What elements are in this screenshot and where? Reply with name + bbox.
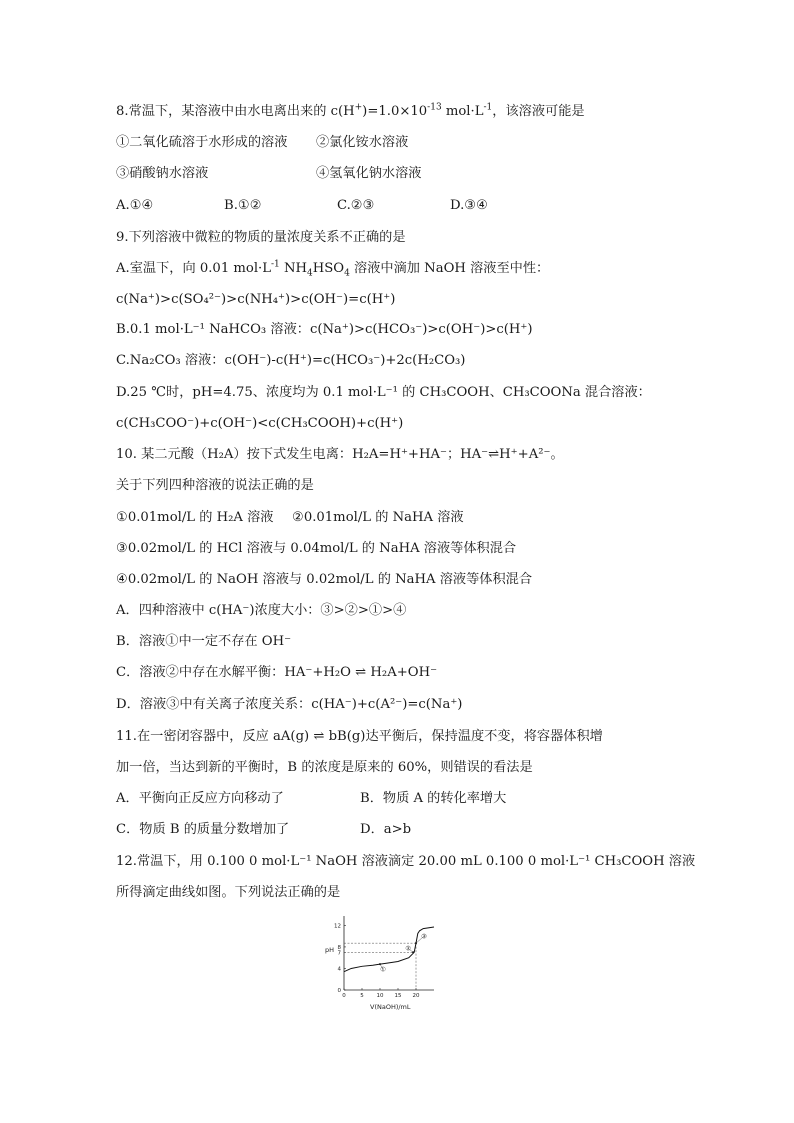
data-point-label: ① bbox=[380, 965, 386, 974]
q9-a1-sub: 4 bbox=[307, 268, 313, 279]
y-tick-label: 8 bbox=[337, 944, 341, 951]
y-tick-label: 12 bbox=[334, 923, 341, 930]
q9-option-d-line1: D.25 ℃时，pH=4.75、浓度均为 0.1 mol·L⁻¹ 的 CH₃COOH、CH₃COONa 混合溶液： bbox=[116, 385, 651, 400]
q9-stem: 9.下列溶液中微粒的物质的量浓度关系不正确的是 bbox=[116, 230, 406, 245]
q9-option-d-line2: c(CH₃COO⁻)+c(OH⁻)<c(CH₃COOH)+c(H⁺) bbox=[116, 416, 404, 431]
chart-axes bbox=[344, 916, 434, 990]
q8-stem-a: 8.常温下，某溶液中由水电离出来的 c(H bbox=[116, 104, 355, 119]
q8-choice-c: C.②③ bbox=[337, 198, 375, 213]
q10-option-c: C．溶液②中存在水解平衡：HA⁻+H₂O ⇌ H₂A+OH⁻ bbox=[116, 665, 438, 680]
y-tick-label: 7 bbox=[337, 950, 341, 957]
chart-y-axis-label: pH bbox=[325, 946, 335, 954]
chart-x-axis-label: V(NaOH)/mL bbox=[370, 1003, 411, 1011]
q8-choice-b: B.①② bbox=[224, 198, 262, 213]
q9-a1d: 溶液中滴加 NaOH 溶液至中性： bbox=[349, 261, 550, 276]
q10-option-a: A．四种溶液中 c(HA⁻)浓度大小：③>②>①>④ bbox=[116, 603, 407, 618]
y-tick-label: 0 bbox=[337, 988, 341, 994]
q11-option-c: C．物质 B 的质量分数增加了 bbox=[116, 822, 290, 837]
q10-solution3: ③0.02mol/L 的 HCl 溶液与 0.04mol/L 的 NaHA 溶液等体积混合 bbox=[116, 541, 517, 556]
q9-a1b: NH bbox=[279, 261, 308, 276]
q9-a1-sub2: 4 bbox=[344, 268, 350, 279]
q8-opt3: ③硝酸钠水溶液 bbox=[116, 166, 209, 181]
q9-option-b: B.0.1 mol·L⁻¹ NaHCO₃ 溶液：c(Na⁺)>c(HCO₃⁻)>c(OH⁻)>c(H⁺) bbox=[116, 322, 533, 337]
q8-sup-neg1: -1 bbox=[483, 102, 493, 113]
q8-sup-plus: + bbox=[354, 102, 363, 113]
q8-stem-c: mol·L bbox=[441, 104, 484, 119]
x-tick-label: 5 bbox=[360, 993, 364, 999]
q12-stem2: 所得滴定曲线如图。下列说法正确的是 bbox=[116, 885, 341, 900]
q10-solution1: ①0.01mol/L 的 H₂A 溶液 bbox=[116, 510, 274, 525]
chart-ticks bbox=[334, 923, 420, 999]
q8-choice-d: D.③④ bbox=[450, 198, 488, 213]
data-point-label: ③ bbox=[421, 932, 427, 941]
q10-stem1: 10. 某二元酸（H₂A）按下式发生电离：H₂A=H⁺+HA⁻；HA⁻⇌H⁺+A²⁻。 bbox=[116, 447, 564, 462]
x-tick-label: 0 bbox=[342, 993, 346, 999]
data-point-label: ② bbox=[405, 944, 412, 953]
q9-a1a: A.室温下，向 0.01 mol·L bbox=[116, 261, 272, 276]
q8-opt4: ④氢氧化钠水溶液 bbox=[316, 166, 422, 181]
q8-sup-exp: -13 bbox=[427, 102, 442, 113]
q8-opt2: ②氯化铵水溶液 bbox=[316, 135, 409, 150]
q8-choice-a: A.①④ bbox=[116, 198, 154, 213]
q11-stem2: 加一倍，当达到新的平衡时，B 的浓度是原来的 60%，则错误的看法是 bbox=[116, 760, 533, 775]
q11-option-d: D．a>b bbox=[360, 822, 412, 837]
q9-a1-sup: -1 bbox=[271, 259, 280, 270]
q8-stem-b: )=1.0×10 bbox=[362, 104, 428, 119]
q8-opt1: ①二氧化硫溶于水形成的溶液 bbox=[116, 135, 288, 150]
q10-option-d: D．溶液③中有关离子浓度关系：c(HA⁻)+c(A²⁻)=c(Na⁺) bbox=[116, 697, 463, 712]
y-tick-label: 4 bbox=[337, 966, 341, 973]
chart-points bbox=[379, 932, 427, 973]
q10-option-b: B．溶液①中一定不存在 OH⁻ bbox=[116, 634, 292, 649]
q11-option-b: B．物质 A 的转化率增大 bbox=[360, 791, 507, 806]
q11-stem1: 11.在一密闭容器中，反应 aA(g) ⇌ bB(g)达平衡后，保持温度不变，将容器体积增 bbox=[116, 729, 603, 744]
q10-solution2: ②0.01mol/L 的 NaHA 溶液 bbox=[292, 510, 464, 525]
q10-solution4: ④0.02mol/L 的 NaOH 溶液与 0.02mol/L 的 NaHA 溶液等体积混合 bbox=[116, 572, 533, 587]
q10-stem2: 关于下列四种溶液的说法正确的是 bbox=[116, 478, 314, 493]
q9-option-a-line2: c(Na⁺)>c(SO₄²⁻)>c(NH₄⁺)>c(OH⁻)=c(H⁺) bbox=[116, 292, 396, 307]
q9-option-a-line1 bbox=[116, 260, 549, 278]
q8-stem-d: ，该溶液可能是 bbox=[492, 104, 585, 119]
q9-a1c: HSO bbox=[312, 261, 345, 276]
titration-curve-chart bbox=[322, 912, 442, 1012]
x-tick-label: 20 bbox=[412, 993, 420, 999]
q11-option-a: A．平衡向正反应方向移动了 bbox=[116, 791, 284, 806]
q8-stem bbox=[116, 103, 585, 121]
q12-stem1: 12.常温下，用 0.100 0 mol·L⁻¹ NaOH 溶液滴定 20.00 mL 0.100 0 mol·L⁻¹ CH₃COOH 溶液 bbox=[116, 854, 696, 869]
q9-option-c: C.Na₂CO₃ 溶液：c(OH⁻)-c(H⁺)=c(HCO₃⁻)+2c(H₂CO₃) bbox=[116, 353, 466, 368]
x-tick-label: 15 bbox=[394, 993, 402, 999]
x-tick-label: 10 bbox=[376, 993, 384, 999]
